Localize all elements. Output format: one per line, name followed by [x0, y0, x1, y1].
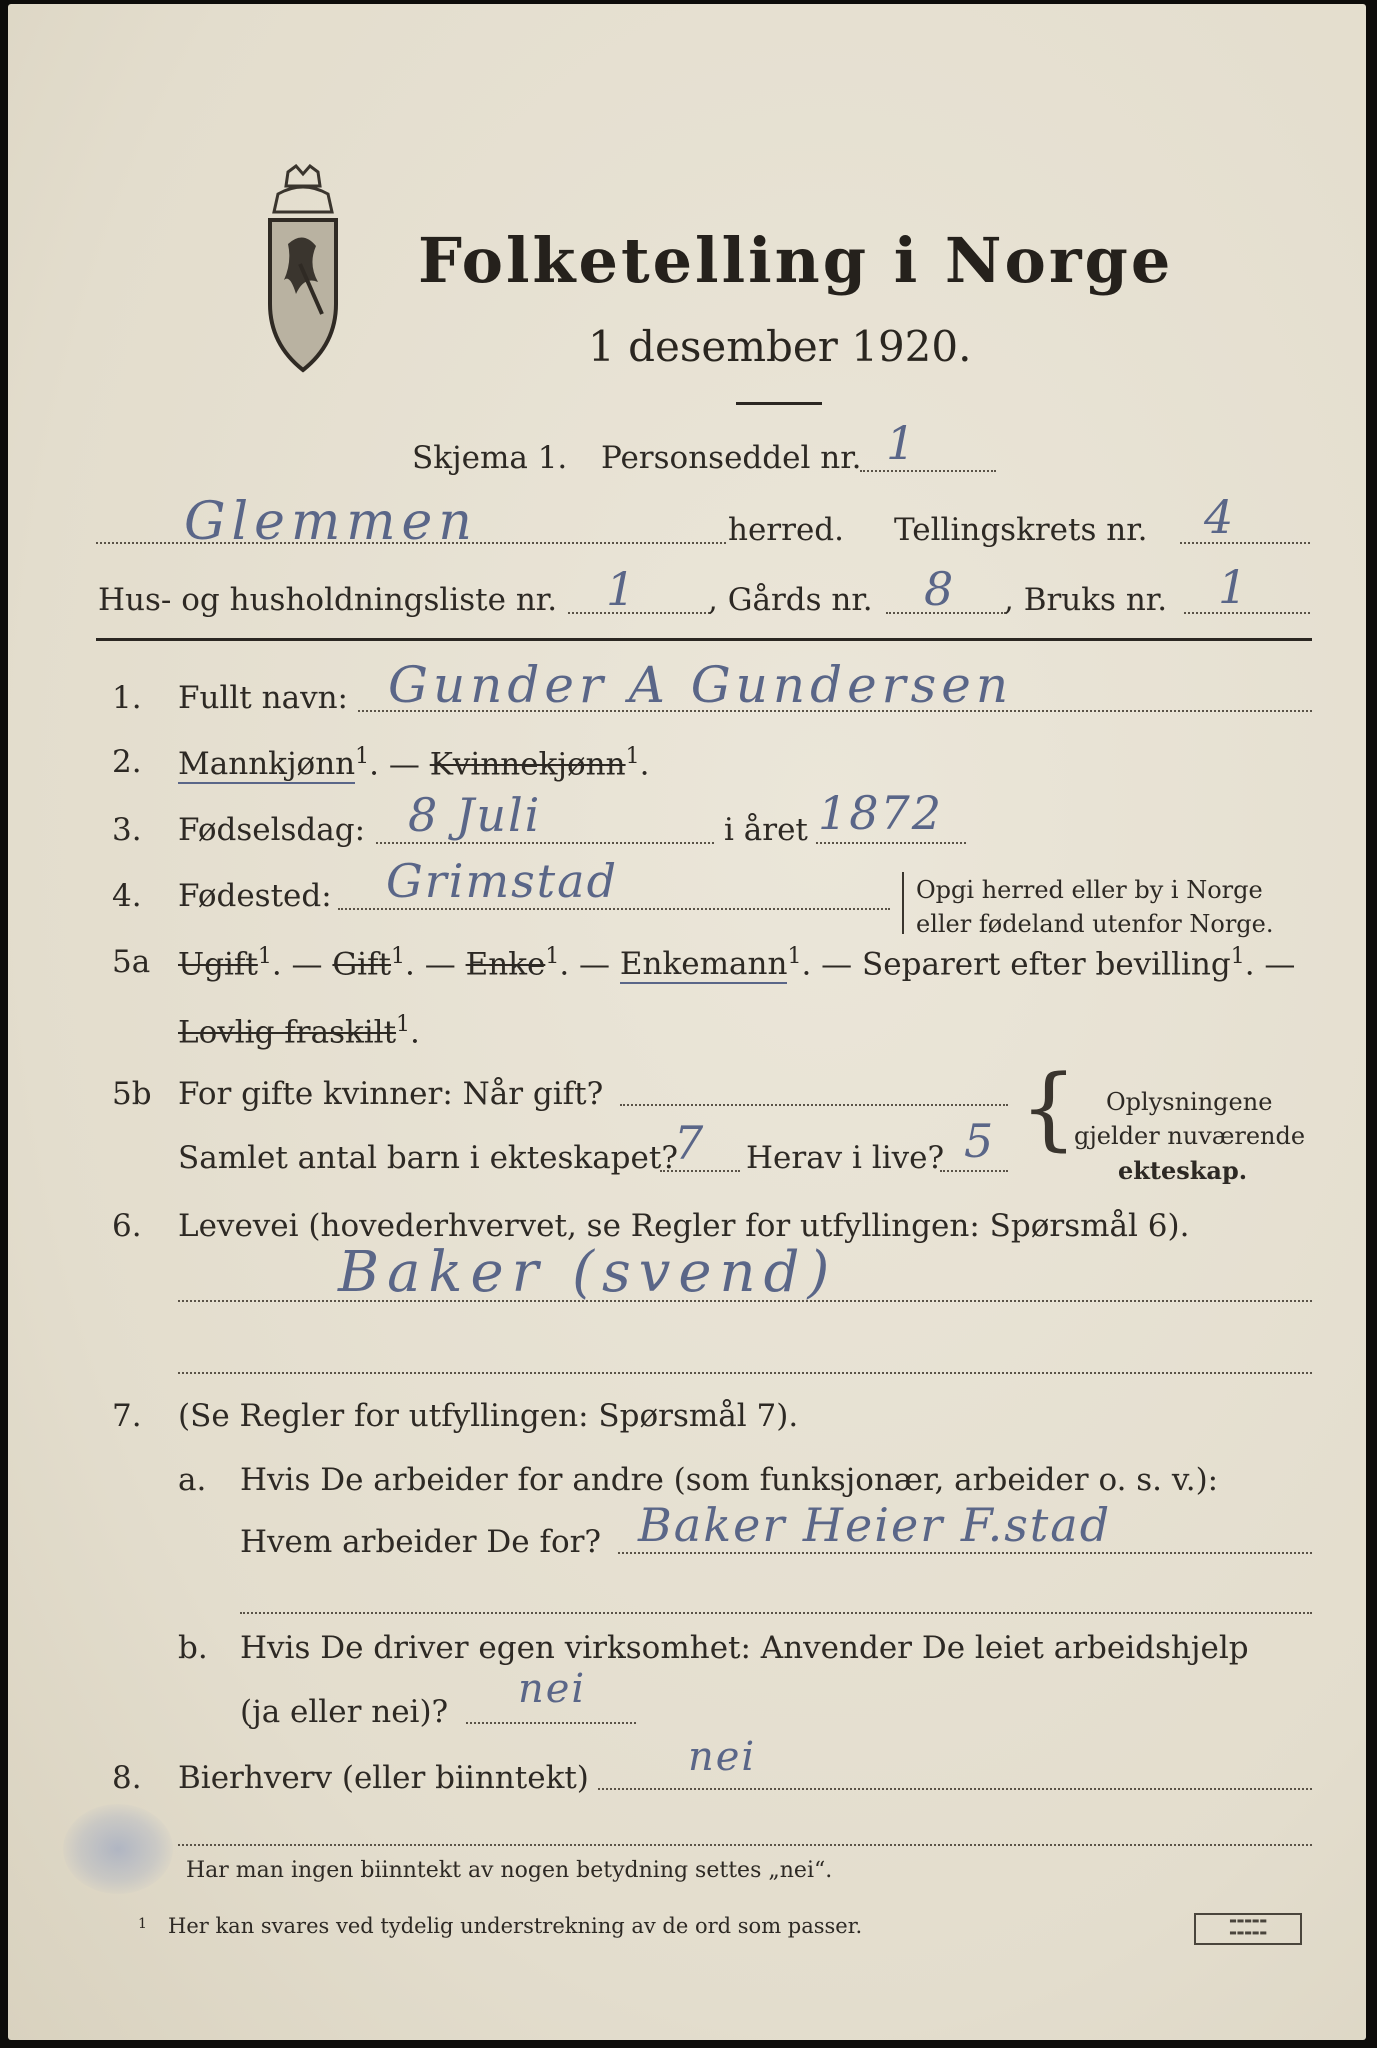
separator: . — [271, 946, 323, 983]
q8-label: Bierhverv (eller biinntekt) [178, 1760, 589, 1796]
enke-option[interactable]: Enke [465, 946, 546, 983]
personseddel-label: Personseddel nr. [601, 440, 862, 476]
coat-of-arms-icon [248, 164, 358, 374]
q5b-children-line [660, 1170, 740, 1172]
bruks-label: , Bruks nr. [1004, 582, 1168, 618]
footnote-ref: 1 [545, 944, 560, 969]
q8-note: Har man ingen biinntekt av nogen betydning settes „nei“. [186, 1858, 833, 1883]
q5b-label-alive: Herav i live? [746, 1140, 945, 1176]
census-date: 1 desember 1920. [588, 322, 972, 371]
q5a-options [178, 944, 1295, 982]
q4-number: 4. [112, 878, 142, 914]
separator: . — [559, 946, 611, 983]
q7b-line [466, 1722, 636, 1724]
q5b-note-1: Oplysningene [1106, 1088, 1273, 1116]
separator: . — [1244, 946, 1296, 983]
separator: . — [801, 946, 853, 983]
q3-number: 3. [112, 812, 142, 848]
birthplace-value[interactable]: Grimstad [386, 854, 619, 908]
q4-line [338, 908, 890, 910]
q7-label: (Se Regler for utfyllingen: Spørsmål 7). [178, 1398, 799, 1434]
tellingskrets-label: Tellingskrets nr. [894, 512, 1148, 548]
footnote-ref: 1 [1230, 944, 1245, 969]
gift-option[interactable]: Gift [332, 946, 392, 983]
employer-value[interactable]: Baker Heier F.stad [638, 1498, 1112, 1552]
q2-end: . [639, 746, 650, 783]
separator: . — [405, 946, 456, 983]
q4-note-line-1: Opgi herred eller by i Norge [916, 876, 1263, 904]
footnote-ref: 1 [787, 944, 802, 969]
birth-year-value[interactable]: 1872 [818, 786, 944, 840]
tellingskrets-line [1180, 542, 1310, 544]
q8-line-1 [598, 1788, 1312, 1790]
q3-year-label: i året [724, 812, 808, 848]
footnote-ref: 1 [391, 944, 406, 969]
q5b-alive-line [940, 1170, 1008, 1172]
herred-value[interactable]: Glemmen [184, 492, 478, 552]
personseddel-line [860, 470, 996, 472]
q5a-options-line-2 [178, 1012, 420, 1050]
q2-options [178, 744, 649, 782]
census-form-sheet [8, 4, 1366, 2040]
q7b-label: Hvis De driver egen virksomhet: Anvender De leiet arbeidshjelp [240, 1630, 1249, 1666]
footnote-text: Her kan svares ved tydelig understrekning av de ord som passer. [168, 1914, 863, 1938]
bruks-value[interactable]: 1 [1218, 560, 1250, 614]
q7-number: 7. [112, 1398, 142, 1434]
birthday-value[interactable]: 8 Juli [408, 788, 542, 842]
footnote-ref: 1 [396, 1012, 411, 1037]
side-income-value[interactable]: nei [688, 1734, 757, 1780]
q3-year-line [816, 842, 966, 844]
footnote-ref: 1 [257, 944, 272, 969]
gards-value[interactable]: 8 [924, 562, 956, 616]
q7a-line-1 [618, 1552, 1312, 1554]
hus-line [568, 612, 710, 614]
q6-label: Levevei (hovederhvervet, se Regler for utfyllingen: Spørsmål 6). [178, 1208, 1190, 1244]
q7a-label: Hvis De arbeider for andre (som funksjonær, arbeider o. s. v.): [240, 1462, 1219, 1498]
male-option[interactable]: Mannkjønn [178, 746, 356, 783]
skjema-label: Skjema 1. [412, 440, 568, 476]
q7a-letter: a. [178, 1462, 207, 1498]
q1-number: 1. [112, 680, 142, 716]
full-name-value[interactable]: Gunder A Gundersen [388, 656, 1014, 714]
q7b-letter: b. [178, 1630, 208, 1666]
header-rule [96, 638, 1312, 641]
page-title: Folketelling i Norge [418, 224, 1174, 297]
q2-number: 2. [112, 744, 142, 780]
female-option[interactable]: Kvinnekjønn [429, 746, 626, 783]
q8-number: 8. [112, 1760, 142, 1796]
q4-brace [902, 872, 908, 934]
q6-number: 6. [112, 1208, 142, 1244]
q5b-note-2: gjelder nuværende [1074, 1122, 1306, 1150]
q1-label: Fullt navn: [178, 680, 348, 716]
herred-label: herred. [728, 512, 844, 548]
footnote-mark: 1 [138, 1916, 147, 1932]
q5b-married-line [620, 1104, 1008, 1106]
q6-line-2 [178, 1372, 1312, 1374]
q4-label: Fødested: [178, 878, 332, 914]
footnote-ref: 1 [355, 744, 370, 769]
ink-stain [63, 1804, 173, 1894]
q3-label: Fødselsdag: [178, 812, 366, 848]
q8-line-2 [178, 1844, 1312, 1846]
children-count-value[interactable]: 7 [674, 1116, 706, 1170]
q5b-label-married: For gifte kvinner: Når gift? [178, 1076, 604, 1112]
q4-note-line-2: eller fødeland utenfor Norge. [916, 910, 1274, 938]
q5b-label-children: Samlet antal barn i ekteskapet? [178, 1140, 678, 1176]
separator: . [410, 1014, 420, 1051]
occupation-value[interactable]: Baker (svend) [338, 1240, 838, 1305]
q5b-brace: { [1020, 1056, 1078, 1161]
q5b-number: 5b [112, 1076, 152, 1112]
q3-line [376, 842, 714, 844]
hus-value[interactable]: 1 [606, 562, 638, 616]
hus-label: Hus- og husholdningsliste nr. [98, 582, 558, 618]
footnote-ref: 1 [625, 744, 640, 769]
printer-stamp: ▬▬▬▬▬ ▬▬▬▬▬ [1194, 1913, 1302, 1945]
separert-option[interactable]: Separert efter bevilling [862, 946, 1231, 983]
q5a-number: 5a [112, 944, 151, 980]
children-alive-value[interactable]: 5 [964, 1114, 996, 1168]
gards-label: , Gårds nr. [708, 582, 873, 618]
ugift-option[interactable]: Ugift [178, 946, 258, 983]
title-divider [736, 402, 822, 405]
hired-help-value[interactable]: nei [518, 1666, 587, 1712]
q7b-label-2: (ja eller nei)? [240, 1694, 449, 1730]
q7a-line-2 [240, 1612, 1312, 1614]
q5b-note-3: ekteskap. [1118, 1156, 1248, 1185]
q7a-label-2: Hvem arbeider De for? [240, 1524, 602, 1560]
fraskilt-option[interactable]: Lovlig fraskilt [178, 1014, 397, 1051]
q2-separator: . — [369, 746, 420, 783]
enkemann-option[interactable]: Enkemann [619, 946, 788, 983]
personseddel-value[interactable]: 1 [886, 416, 918, 470]
tellingskrets-value[interactable]: 4 [1204, 490, 1236, 544]
